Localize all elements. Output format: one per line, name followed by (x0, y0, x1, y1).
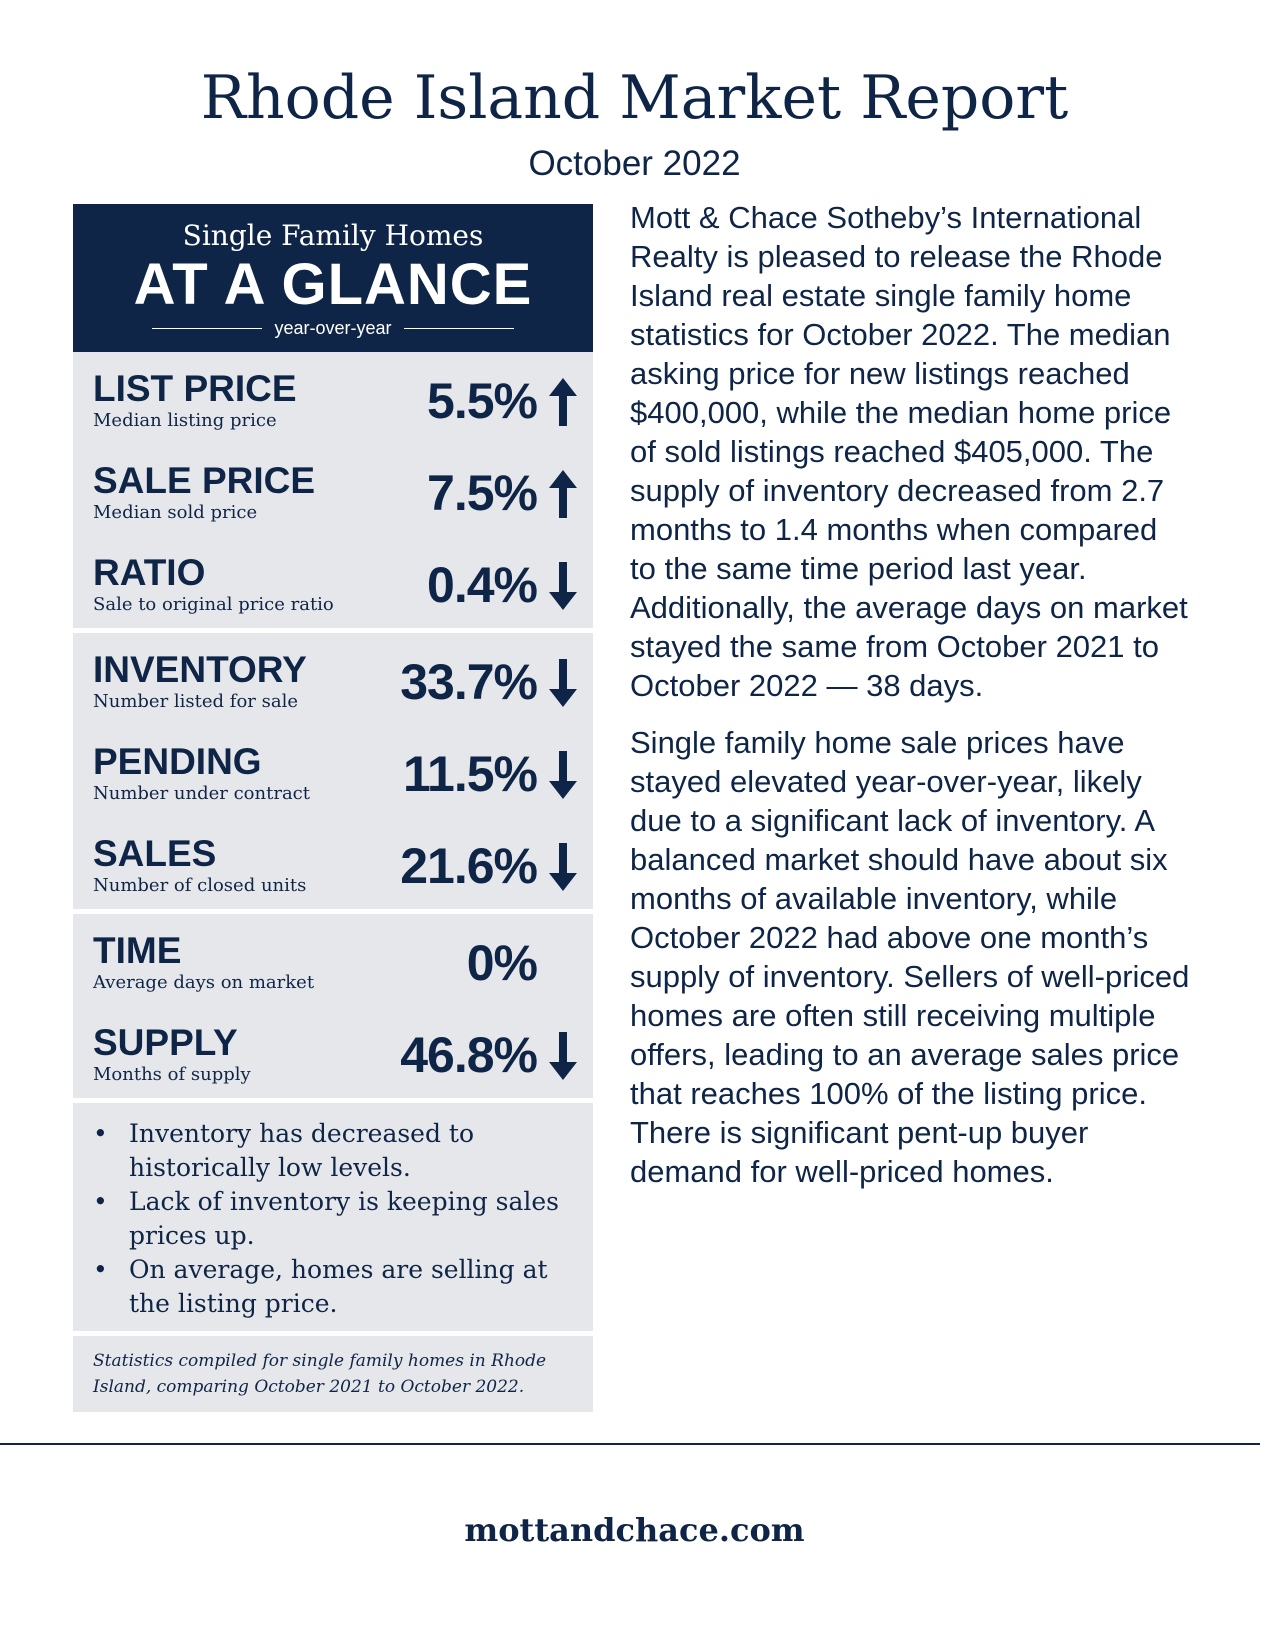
takeaway-list (73, 1103, 593, 1331)
arrow-up-icon (549, 470, 577, 518)
arrow-down-icon (549, 1032, 577, 1080)
stats-group-price (73, 352, 593, 628)
stat-ratio (73, 536, 593, 628)
stat-description: Number of closed units (93, 875, 307, 896)
divider-right (404, 328, 514, 329)
stat-value: 5.5% (427, 373, 537, 429)
page-title: Rhode Island Market Report (200, 63, 1069, 133)
list-item (93, 1253, 573, 1321)
stat-label: SALES (93, 833, 217, 874)
stat-pending (73, 725, 593, 817)
bullet-icon: • (93, 1187, 108, 1216)
arrow-down-icon (549, 562, 577, 610)
divider-left (152, 328, 262, 329)
stat-value: 0.4% (427, 557, 537, 613)
stat-description: Median listing price (93, 410, 277, 431)
stat-value: 7.5% (427, 465, 537, 521)
stat-description: Number under contract (93, 783, 310, 804)
takeaway-text: Lack of inventory is keeping sales prices up. (129, 1187, 560, 1250)
bullet-icon: • (93, 1255, 108, 1284)
stat-value: 11.5% (402, 746, 537, 802)
at-a-glance-panel (73, 204, 593, 1412)
stat-time (73, 914, 593, 1006)
stat-label: PENDING (93, 741, 262, 782)
stat-value: 46.8% (400, 1027, 537, 1083)
footnote: Statistics compiled for single family homes in Rhode Island, comparing October 2021 to October 2022. (93, 1351, 547, 1397)
arrow-down-icon (549, 751, 577, 799)
report-date: October 2022 (528, 144, 741, 183)
stats-group-volume (73, 633, 593, 909)
report-summary (630, 198, 1190, 1209)
website-link[interactable]: mottandchace.com (464, 1511, 805, 1549)
stat-label: SUPPLY (93, 1022, 238, 1063)
bullet-icon: • (93, 1119, 108, 1148)
footnote-box (73, 1336, 593, 1412)
glance-period (73, 316, 593, 340)
stat-supply (73, 1006, 593, 1098)
glance-period-label: year-over-year (274, 318, 392, 338)
list-item (93, 1117, 573, 1185)
glance-heading: AT A GLANCE (133, 252, 533, 317)
stat-description: Average days on market (93, 972, 315, 993)
summary-paragraph-1: Mott & Chace Sotheby’s International Realty is pleased to release the Rhode Island real estate single family home statistics for October 2022. The median asking price for new listings reached $400,000, while the median home price of sold listings reached $405,000. The supply of inventory decreased from 2.7 months to 1.4 months when compared to the same time period last year. Additionally, the average days on market stayed the same from October 2021 to October 2022 — 38 days. (630, 200, 1188, 703)
summary-paragraph-2: Single family home sale prices have stayed elevated year-over-year, likely due to a significant lack of inventory. A balanced market should have about six months of available inventory, while October 2022 had above one month’s supply of inventory. Sellers of well-priced homes are often still receiving multiple offers, leading to an average sales price that reaches 100% of the listing price. There is significant pent-up buyer demand for well-priced homes. (630, 725, 1190, 1189)
stat-description: Median sold price (93, 502, 258, 523)
arrow-down-icon (549, 843, 577, 891)
footer-divider (0, 1443, 1260, 1445)
at-a-glance-header (73, 204, 593, 352)
takeaway-text: Inventory has decreased to historically low levels. (129, 1119, 475, 1182)
stat-list-price (73, 352, 593, 444)
stat-label: TIME (93, 930, 182, 971)
arrow-up-icon (549, 378, 577, 426)
stat-description: Number listed for sale (93, 691, 298, 712)
stat-label: RATIO (93, 552, 206, 593)
stat-label: LIST PRICE (93, 368, 297, 409)
list-item (93, 1185, 573, 1253)
arrow-down-icon (549, 659, 577, 707)
stat-description: Months of supply (93, 1064, 251, 1085)
stats-group-time (73, 914, 593, 1098)
stat-description: Sale to original price ratio (93, 594, 334, 615)
stat-value: 0% (466, 935, 537, 991)
takeaway-text: On average, homes are selling at the listing price. (129, 1255, 548, 1318)
stat-label: INVENTORY (93, 649, 307, 690)
glance-category: Single Family Homes (182, 219, 484, 252)
stat-sale-price (73, 444, 593, 536)
stat-label: SALE PRICE (93, 460, 316, 501)
stat-value: 21.6% (400, 838, 537, 894)
stat-sales (73, 817, 593, 909)
stat-value: 33.7% (400, 654, 537, 710)
stat-inventory (73, 633, 593, 725)
key-takeaways (73, 1103, 593, 1331)
